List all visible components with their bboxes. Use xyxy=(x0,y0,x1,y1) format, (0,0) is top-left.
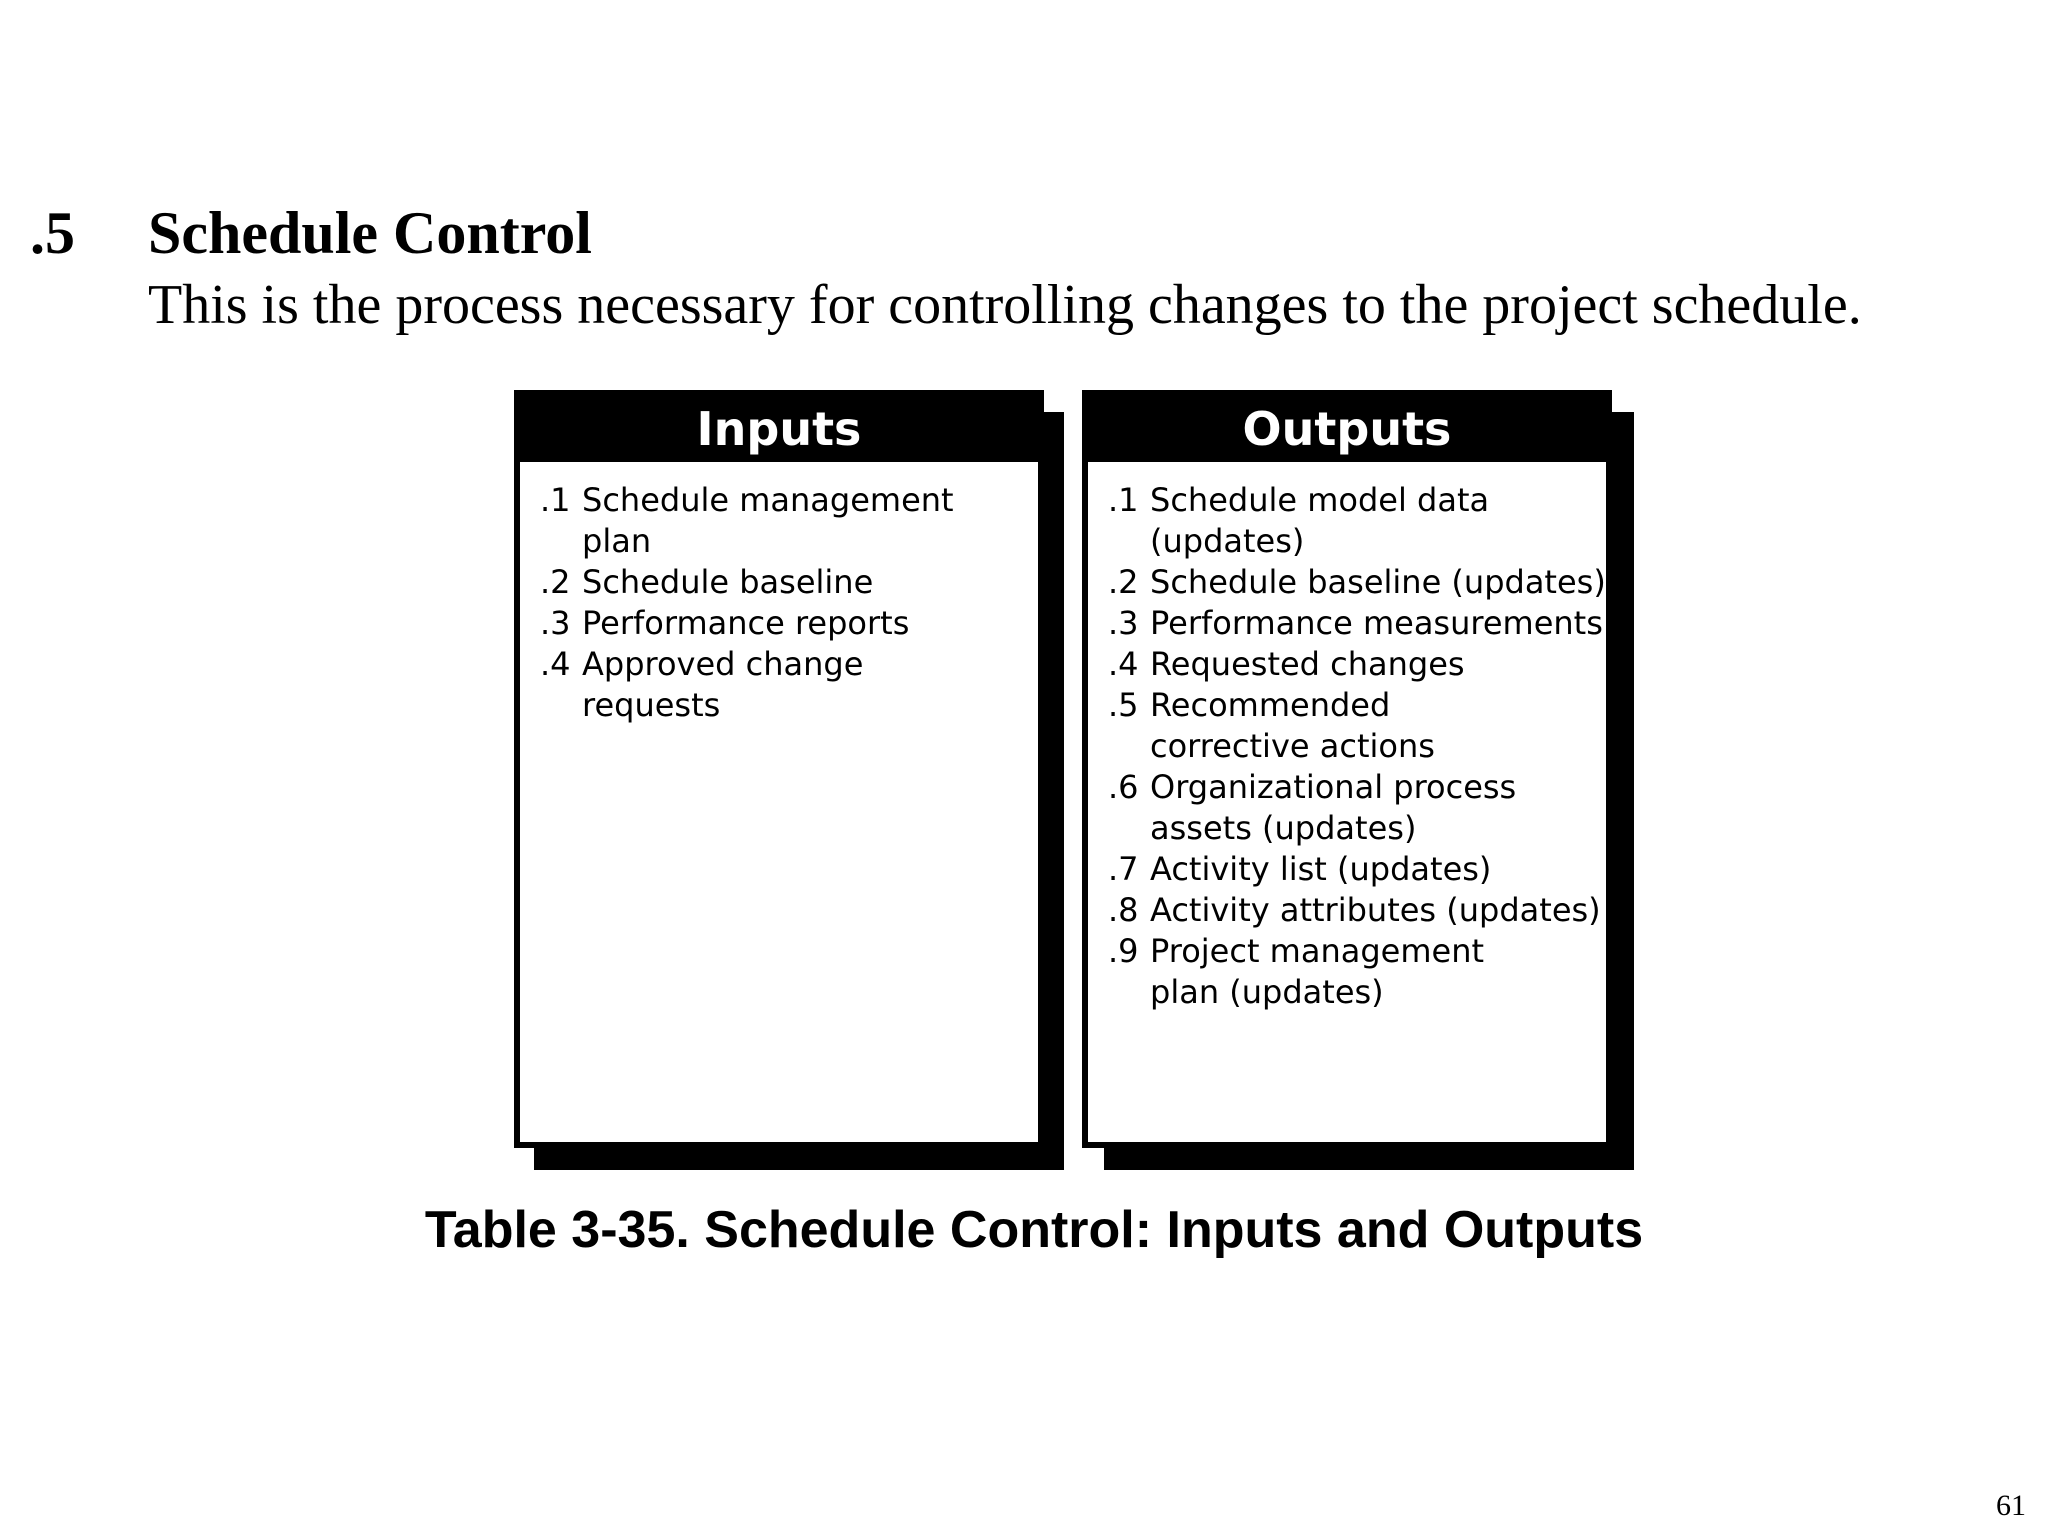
list-item xyxy=(1108,767,1606,849)
item-text: Schedule baseline (updates) xyxy=(1150,563,1606,601)
list-item xyxy=(1108,849,1606,890)
list-item xyxy=(1108,931,1606,1013)
item-text: Schedule management plan xyxy=(582,481,954,560)
item-text: Performance measurements xyxy=(1150,604,1603,642)
item-number: .8 xyxy=(1108,891,1139,929)
item-text: Project management plan (updates) xyxy=(1150,932,1485,1011)
item-number: .6 xyxy=(1108,768,1139,806)
item-number: .9 xyxy=(1108,932,1139,970)
section-number: .5 xyxy=(30,200,75,266)
inputs-panel xyxy=(514,390,1044,1148)
outputs-header: Outputs xyxy=(1088,396,1606,462)
item-text: Recommended corrective actions xyxy=(1150,686,1435,765)
item-text: Schedule model data (updates) xyxy=(1150,481,1490,560)
section-title: Schedule Control xyxy=(148,200,592,266)
outputs-panel xyxy=(1082,390,1612,1148)
item-number: .2 xyxy=(540,563,571,601)
list-item xyxy=(1108,562,1606,603)
list-item xyxy=(1108,480,1606,562)
item-number: .4 xyxy=(540,645,571,683)
item-number: .2 xyxy=(1108,563,1139,601)
item-number: .4 xyxy=(1108,645,1139,683)
inputs-header: Inputs xyxy=(520,396,1038,462)
inputs-list xyxy=(520,462,1038,726)
list-item xyxy=(1108,603,1606,644)
list-item xyxy=(540,603,1038,644)
list-item xyxy=(1108,890,1606,931)
list-item xyxy=(540,480,1038,562)
item-number: .1 xyxy=(1108,481,1139,519)
item-text: Activity list (updates) xyxy=(1150,850,1492,888)
item-text: Organizational process assets (updates) xyxy=(1150,768,1517,847)
item-number: .1 xyxy=(540,481,571,519)
table-caption: Table 3-35. Schedule Control: Inputs and Outputs xyxy=(424,1201,1644,1259)
section-description: This is the process necessary for controlling changes to the project schedule. xyxy=(148,274,1862,336)
outputs-list xyxy=(1088,462,1606,1013)
item-number: .5 xyxy=(1108,686,1139,724)
item-number: .3 xyxy=(1108,604,1139,642)
list-item xyxy=(540,644,1038,726)
list-item xyxy=(1108,685,1606,767)
page-number: 61 xyxy=(1996,1489,2026,1522)
item-text: Activity attributes (updates) xyxy=(1150,891,1601,929)
list-item xyxy=(540,562,1038,603)
list-item xyxy=(1108,644,1606,685)
item-number: .3 xyxy=(540,604,571,642)
item-number: .7 xyxy=(1108,850,1139,888)
item-text: Requested changes xyxy=(1150,645,1465,683)
item-text: Performance reports xyxy=(582,604,910,642)
item-text: Approved change requests xyxy=(582,645,864,724)
item-text: Schedule baseline xyxy=(582,563,874,601)
